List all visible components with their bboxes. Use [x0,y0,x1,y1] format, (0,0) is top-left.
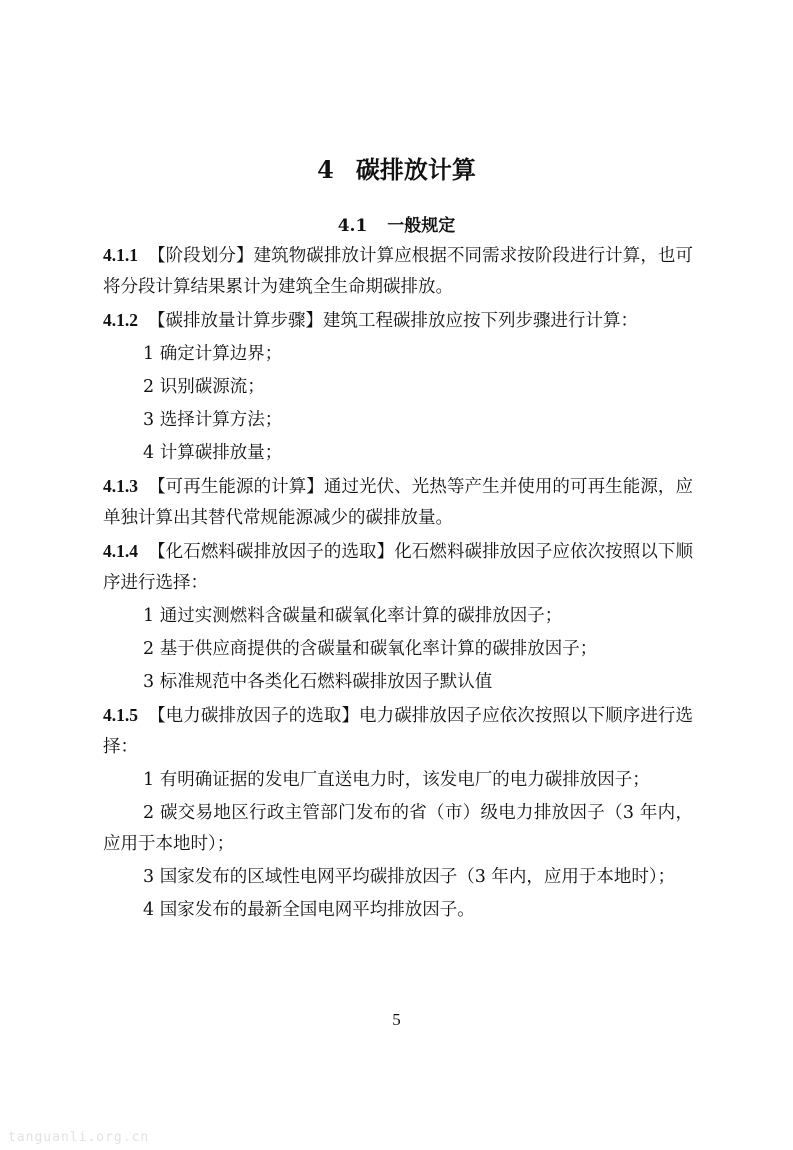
list-item: 4 国家发布的最新全国电网平均排放因子。 [143,900,475,920]
list-item: 2 识别碳源流； [143,377,265,397]
clause [103,471,693,534]
list-item: 1 确定计算边界； [143,344,283,364]
clause-text: 【可再生能源的计算】通过光伏、光热等产生并使用的可再生能源，应单独计算出其替代常规能源减少的碳排放量。 [103,477,693,528]
clause-text: 【化石燃料碳排放因子的选取】化石燃料碳排放因子应依次按照以下顺序进行选择： [103,542,693,593]
chapter-title: 碳排放计算 [355,155,476,184]
clause [103,240,693,303]
list-item: 3 国家发布的区域性电网平均碳排放因子（3 年内，应用于本地时）； [143,867,676,887]
section-heading [0,211,793,236]
chapter-heading [0,150,793,185]
list-item: 2 基于供应商提供的含碳量和碳氧化率计算的碳排放因子； [143,639,598,659]
clause-list [103,240,693,928]
clause-number: 4.1.4 [103,541,138,561]
chapter-number: 4 [317,155,334,184]
clause-number: 4.1.1 [103,245,138,265]
clause-text: 【阶段划分】建筑物碳排放计算应根据不同需求按阶段进行计算，也可将分段计算结果累计为建筑全生命期碳排放。 [103,246,693,297]
watermark-text: tanguanli.org.cn [8,1130,150,1145]
clause-number: 4.1.2 [103,310,138,330]
section-number: 4.1 [337,216,368,236]
clause-text: 【电力碳排放因子的选取】电力碳排放因子应依次按照以下顺序进行选择： [103,706,693,757]
list-item: 1 有明确证据的发电厂直送电力时，该发电厂的电力碳排放因子； [143,770,650,790]
clause-text: 【碳排放量计算步骤】建筑工程碳排放应按下列步骤进行计算： [148,311,638,331]
clause [103,305,693,337]
list-item: 2 碳交易地区行政主管部门发布的省（市）级电力排放因子（3 年内，应用于本地时）； [103,803,693,854]
clause [103,536,693,599]
list-item: 3 标准规范中各类化石燃料碳排放因子默认值 [143,672,493,692]
section-title: 一般规定 [387,216,456,236]
clause-number: 4.1.5 [103,705,138,725]
list-item: 3 选择计算方法； [143,410,283,430]
page-number: 5 [392,1010,401,1029]
clause-number: 4.1.3 [103,476,138,496]
list-item: 1 通过实测燃料含碳量和碳氧化率计算的碳排放因子； [143,606,563,626]
list-item: 4 计算碳排放量； [143,443,283,463]
clause [103,700,693,763]
